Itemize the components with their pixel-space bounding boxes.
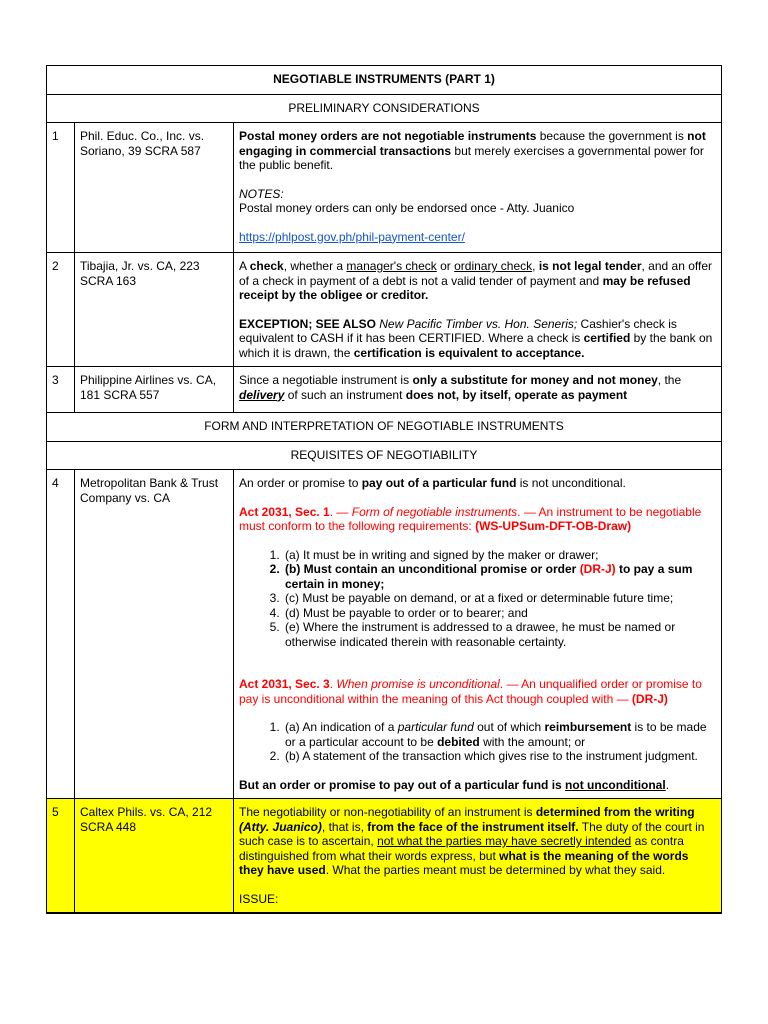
text-run: pay out of a particular fund [361,476,517,490]
text-run: (DR-J) [631,691,668,706]
text-run: Postal money orders are not negotiable instruments [239,129,537,143]
text-run: to pay a sum certain in money; [285,562,693,591]
section-heading-preliminary: PRELIMINARY CONSIDERATIONS [47,94,722,123]
requirements-list [239,548,716,650]
list-item: 1. (a) It must be in writing and signed by the maker or drawer; [283,548,716,563]
section-row-form [47,413,722,442]
text-run: with the amount; or [479,734,586,749]
table-row [47,253,722,367]
row-number: 1 [47,123,75,253]
section-heading-form: FORM AND INTERPRETATION OF NEGOTIABLE INSTRUMENTS [47,413,722,442]
case-citation: Phil. Educ. Co., Inc. vs. Soriano, 39 SCRA 587 [75,123,234,253]
text-run: Cashier's check is equivalent to CASH if it has been CERTIFIED. Where a check is [239,316,677,345]
text-run: (a) An indication of a [285,720,398,734]
text-run: Form of negotiable instruments [351,504,518,519]
text-run: is to be made or a particular account to be [285,720,707,749]
doctrine-paragraph [239,476,716,491]
doctrine-paragraph [239,129,716,173]
text-run: (Atty. Juanico) [239,819,322,834]
text-run: what is the meaning of the words they have used [239,848,689,877]
unconditional-list [239,720,716,764]
text-run: The duty of the court in such case is to ascertain, [239,819,705,848]
text-run: . [329,677,337,691]
issue-label: ISSUE: [239,891,279,906]
text-run: out of which [473,720,545,734]
case-doctrine [234,367,722,413]
act-2031-sec-1 [239,505,716,534]
text-run: A [239,259,250,273]
text-run: , the [657,373,682,387]
phlpost-link[interactable]: https://phlpost.gov.ph/phil-payment-center/ [239,229,465,244]
list-item: 5. (e) Where the instrument is addressed to a drawee, he must be named or otherwise indicated therein with reasonable certainty. [283,620,716,649]
doctrine-paragraph [239,373,716,402]
conclusion-paragraph [239,778,716,793]
case-doctrine [234,799,722,914]
text-run: debited [437,734,480,749]
case-citation: Metropolitan Bank & Trust Company vs. CA [75,470,234,799]
text-run: The negotiability or non-negotiability of an instrument is [239,805,536,819]
text-run: of such an instrument [284,387,406,402]
text-run: , and an offer of a check in payment of a debt is not a valid tender of payment and [239,259,713,288]
text-run: check [249,259,284,273]
exception-paragraph [239,317,716,361]
text-run: not unconditional [565,777,666,792]
text-run: but merely exercises a governmental power for the public benefit. [239,143,704,172]
text-run: as contra distinguished from what their words express, but [239,834,684,863]
table-row-highlighted [47,799,722,914]
row-number: 5 [47,799,75,914]
text-run: (WS-UPSum-DFT-OB-Draw) [475,519,632,533]
text-run: , that is, [321,819,368,834]
case-citation: Caltex Phils. vs. CA, 212 SCRA 448 [75,799,234,914]
table-row [47,367,722,413]
text-run: only a substitute for money and not money [412,373,658,387]
text-run: determined from the writing [535,805,695,819]
section-row-requisites [47,441,722,470]
text-run: or [436,259,455,273]
text-run: . — An instrument to be negotiable must conform to the following requirements: [239,504,702,533]
text-run: may be refused receipt by the obligee or creditor. [239,273,691,302]
text-run: manager's check [346,259,437,273]
text-run: (b) Must contain an unconditional promise or order [285,562,580,576]
text-run: from the face of the instrument itself. [367,819,579,834]
text-run: is not legal tender [538,259,642,273]
section-row-preliminary [47,94,722,123]
text-run: is not unconditional. [516,476,626,490]
list-item [283,720,716,749]
notes-text: Postal money orders can only be endorsed once - Atty. Juanico [239,201,575,215]
text-run: particular fund [397,720,474,734]
case-citation: Philippine Airlines vs. CA, 181 SCRA 557 [75,367,234,413]
table-title: NEGOTIABLE INSTRUMENTS (PART 1) [47,66,722,95]
case-doctrine [234,470,722,799]
text-run: . — [329,504,352,519]
text-run: Act 2031, Sec. 3 [239,677,330,691]
text-run: New Pacific Timber vs. Hon. Seneris; [375,316,578,331]
text-run: because the government is [536,129,688,143]
title-row [47,66,722,95]
text-run: (DR-J) [579,562,616,576]
case-doctrine [234,123,722,253]
text-run: by the bank on which it is drawn, the [239,331,713,360]
text-run: An order or promise to [239,476,362,490]
document-page [46,65,721,914]
text-run: Since a negotiable instrument is [239,373,413,387]
text-run: delivery [239,387,285,402]
list-item [283,562,716,591]
text-run: . What the parties meant must be determined by what they said. [325,863,666,877]
text-run: But an order or promise to pay out of a particular fund is [239,777,566,792]
text-run: reimbursement [544,720,632,734]
row-number: 4 [47,470,75,799]
table-row [47,470,722,799]
table-row [47,123,722,253]
text-run: certification is equivalent to acceptance. [353,345,585,360]
text-run: does not, by itself, operate as payment [405,387,628,402]
notes-label: NOTES: [239,186,284,201]
row-number: 2 [47,253,75,367]
case-citation: Tibajia, Jr. vs. CA, 223 SCRA 163 [75,253,234,367]
list-item: 3. (c) Must be payable on demand, or at a fixed or determinable future time; [283,591,716,606]
doctrine-paragraph [239,259,716,303]
section-heading-requisites: REQUISITES OF NEGOTIABILITY [47,441,722,470]
text-run: When promise is unconditional [336,677,500,691]
text-run: , whether a [283,259,347,273]
act-2031-sec-3 [239,677,716,706]
text-run: not what the parties may have secretly intended [377,834,632,848]
doctrine-paragraph [239,805,716,878]
text-run: . — An unqualified order or promise to pay is unconditional within the meaning of this Act though coupled with — [239,677,702,706]
text-run: ordinary check [454,259,533,273]
list-item: 2. (b) A statement of the transaction which gives rise to the instrument judgment. [283,749,716,764]
cases-table [46,65,722,914]
row-number: 3 [47,367,75,413]
text-run: Act 2031, Sec. 1 [239,504,330,519]
case-doctrine [234,253,722,367]
text-run: . [665,777,670,792]
text-run: certified [583,331,631,345]
text-run: EXCEPTION; SEE ALSO [239,316,376,331]
text-run: not engaging in commercial transactions [239,129,706,158]
text-run: , [532,259,539,273]
list-item: 4. (d) Must be payable to order or to bearer; and [283,606,716,621]
